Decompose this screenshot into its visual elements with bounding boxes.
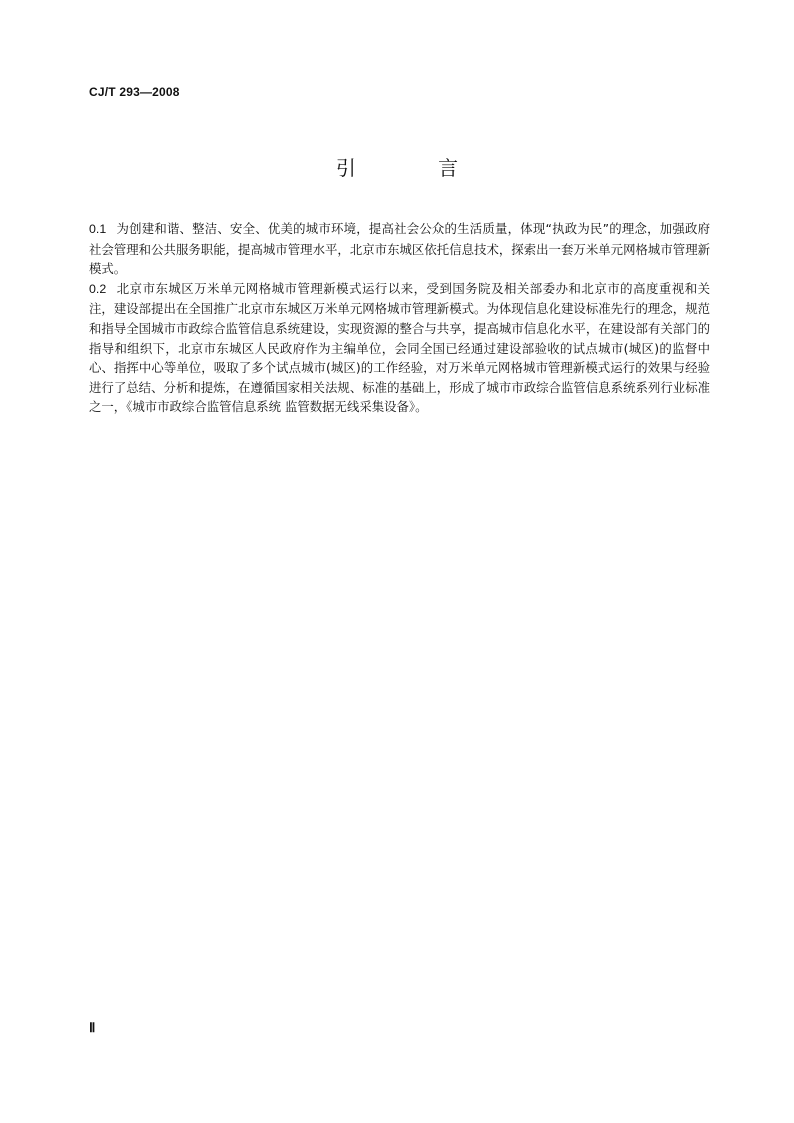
standard-code: CJ/T 293—2008 <box>89 85 180 99</box>
paragraph-text: 为创建和谐、整洁、安全、优美的城市环境，提高社会公众的生活质量，体现“执政为民”的理念，加强政府社会管理和公共服务职能，提高城市管理水平，北京市东城区依托信息技术，探索出一套万米单元网格城市管理新模式。 <box>89 221 710 277</box>
paragraph-text: 北京市东城区万米单元网格城市管理新模式运行以来，受到国务院及相关部委办和北京市的高度重视和关注，建设部提出在全国推广北京市东城区万米单元网格城市管理新模式。为体现信息化建设标准先行的理念，规范和指导全国城市市政综合监管信息系统建设，实现资源的整合与共享，提高城市信息化水平，在建设部有关部门的指导和组织下，北京市东城区人民政府作为主编单位，会同全国已经通过建设部验收的试点城市(城区)的监督中心、指挥中心等单位，吸取了多个试点城市(城区)的工作经验，对万米单元网格城市管理新模式运行的效果与经验进行了总结、分析和提炼，在遵循国家相关法规、标准的基础上，形成了城市市政综合监管信息系统系列行业标准之一，《城市市政综合监管信息系统 监管数据无线采集设备》。 <box>89 280 710 415</box>
page-number: Ⅱ <box>89 1020 96 1035</box>
body-text <box>89 219 710 417</box>
paragraph-number: 0.1 <box>89 222 107 236</box>
paragraph-0-2 <box>89 279 710 417</box>
paragraph-0-1 <box>89 219 710 279</box>
paragraph-number: 0.2 <box>89 281 107 296</box>
page-title: 引 言 <box>335 156 497 180</box>
